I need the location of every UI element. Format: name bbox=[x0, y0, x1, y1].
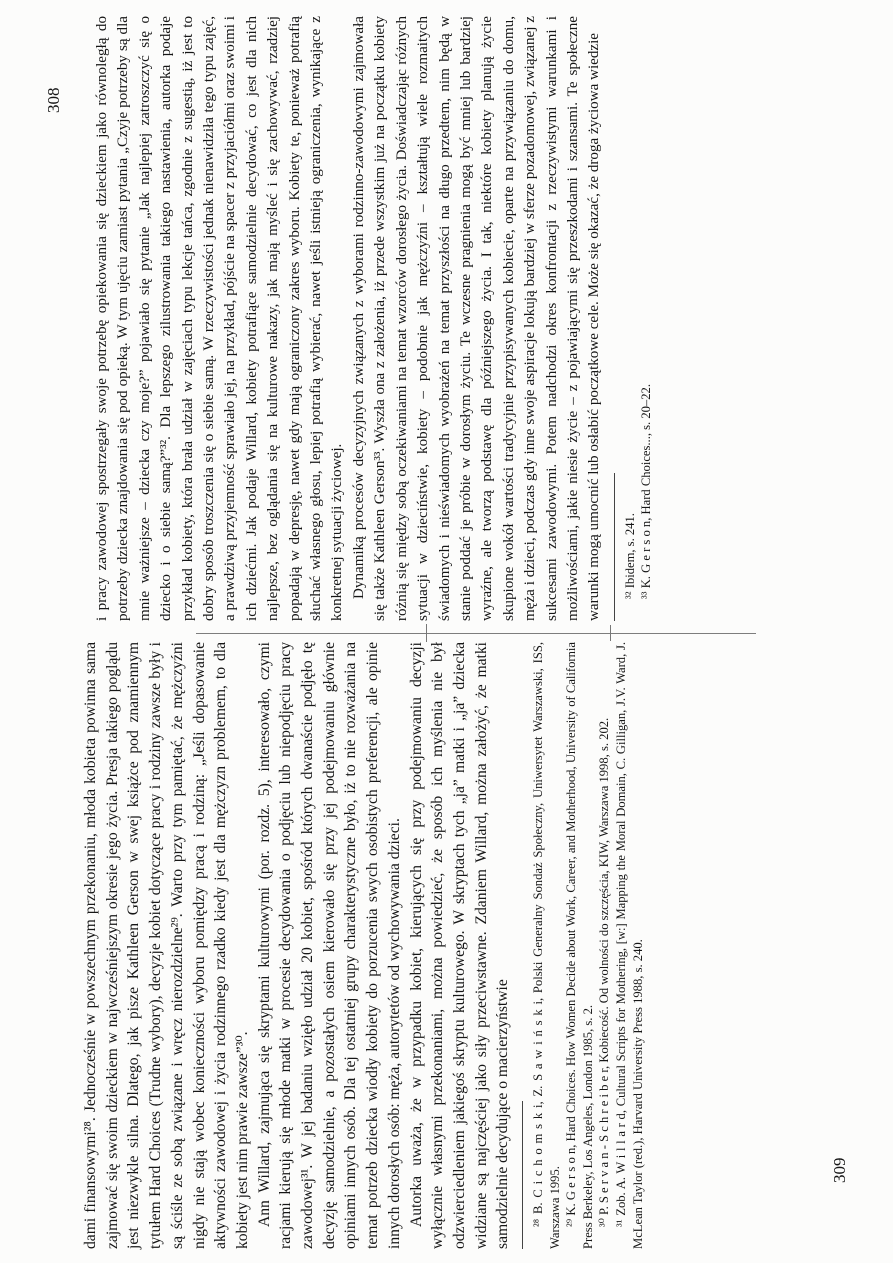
page-309-body bbox=[92, 16, 655, 621]
footnote-separator bbox=[614, 473, 615, 621]
footnote: ³² Ibidem, s. 241. bbox=[622, 513, 637, 599]
page-number: 308 bbox=[44, 87, 63, 113]
footnote: ³³ K. G e r s o n, Hard Choices..., s. 20–22. bbox=[639, 384, 654, 599]
paragraph: Dynamiką procesów decyzyjnych związanych z wyborami rodzinno-zawodowymi zajmowała się także Kathleen Gerson³³. Wyszła ona z założenia, iż przede wszystkim już na początku kobiety różnią się między sobą oczekiwaniami na temat wzorców dorosłego życia. Doświadczając różnych sytuacji w dzieciństwie, kobiety – podobnie jak mężczyźni – kształtują wiele rozmaitych świadomych i nieświadomych wyobrażeń na temat przyszłości na długo przedtem, nim będą w stanie poddać je próbie w dorosłym życiu. Te wczesne pragnienia mogą być mniej lub bardziej wyraźne, ale tworzą podstawę dla późniejszego życia. I tak, niektóre kobiety planują życie skupione wokół wartości tradycyjnie przypisywanych kobiecie, oparte na przywiązaniu do domu, męża i dzieci, podczas gdy inne swoje aspiracje lokują bardziej w sferze pozadomowej, związanej z sukcesami zawodowymi. Potem nadchodzi okres konfrontacji z rzeczywistymi warunkami i możliwościami, jakie niesie życie – z pojawiającymi się przeszkodami i szansami. Te społeczne warunki mogą umocnić lub osłabić początkowe cele. Może się okazać, że droga życiowa wiedzie bbox=[350, 16, 603, 621]
footnote: ³¹ Zob. A. W i l l a r d, Cultural Scripts for Mothering, [w:] Mapping the Moral Domain, C. Gilligan, J.V. Ward, J. McLean Taylor (red.), Harvard University Press 1988, s. 240. bbox=[614, 642, 645, 1249]
paragraph: dami finansowymi²⁸. Jednocześnie w powszechnym przekonaniu, młoda kobieta powinna sama zajmować się swoim dzieckiem w najwcześniejszym okresie jego życia. Presja takiego poglądu jest niezwykle silna. Dlatego, jak pisze Kathleen Gerson w swej książce pod znamiennym tytułem Hard Choices (Trudne wybory), decyzje kobiet dotyczące pracy i rodziny zawsze były i są ściśle ze sobą związane i wręcz nierozdzielne²⁹. Warto przy tym pamiętać, że mężczyźni nigdy nie stają wobec konieczności wyboru pomiędzy pracą i rodziną: „Jeśli dopasowanie aktywności zawodowej i życia rodzinnego rzadko kiedy jest dla mężczyzn problemem, to dla kobiety jest nim prawie zawsze”³⁰. bbox=[82, 642, 251, 1249]
footnote: ²⁹ K. G e r s o n, Hard Choices. How Women Decide about Work, Career, and Motherhood, University of California Press Berkeley, Los Angeles, London 1985, s. 2. bbox=[564, 642, 595, 1249]
page-number: 309 bbox=[830, 1157, 849, 1183]
footnote: ²⁸ B. C i c h o m s k i, Z. S a w i ń s k i, Polski Generalny Sondaż Społeczny, Uniwersytet Warszawski, ISS, Warszawa 1995. bbox=[531, 642, 562, 1249]
paragraph: Ann Willard, zajmująca się skryptami kulturowymi (por. rozdz. 5), interesowało, czymi racjami kierują się młode matki w procesie decydowania o podjęciu lub niepodjęciu pracy zawodowej³¹. W jej badaniu wzięło udział 20 kobiet, spośród których dwanaście podjęło tę decyzję samodzielnie, a pozostałych osiem kierowało się przy jej podejmowaniu głównie opiniami innych osób. Dla tej ostatniej grupy charakterystyczne było, iż to nie rozważania na temat potrzeb dziecka wiodły kobiety do porzucenia swych osobistych preferencji, ale opinie innych dorosłych osób: męża, autorytetów od wychowywania dzieci. bbox=[255, 642, 403, 1249]
footnote: ³⁰ P. S e r v a n - S c h r e i b e r, Kobiecość. Od wolności do szczęścia, KIW, Warszawa 1998, s. 202. bbox=[597, 717, 612, 1227]
paragraph: Autorka uważa, że w przypadku kobiet, kierujących się przy podejmowaniu decyzji wyłącznie własnymi przekonaniami, można powiedzieć, że sposób ich myślenia nie był odzwierciedleniem jakiegoś skryptu kulturowego. W skryptach tych „ja” matki i „ja” dziecka widziane są najczęściej jako siły przeciwstawne. Zdaniem Willard, można założyć, że matki samodzielnie decydujące o macierzyństwie bbox=[407, 642, 512, 1249]
paragraph: i pracy zawodowej spostrzegały swoje potrzebę opiekowania się dzieckiem jako równoległą do potrzeby dziecka znajdowania się pod opieką. W tym ujęciu zamiast pytania „Czyje potrzeby są dla mnie ważniejsze – dziecka czy moje?” pojawiało się pytanie „Jak najlepiej zatroszczyć się o dziecko i o siebie samą?”³². Dla lepszego zilustrowania takiego nastawienia, autorka podaje przykład kobiety, która brała udział w zajęciach typu lekcje tańca, zgodnie z sugestią, iż jest to dobry sposób troszczenia się o siebie samą. W rzeczywistości jednak nienawidziła tego typu zajęć, a prawdziwą przyjemność sprawiało jej, na przykład, pójście na spacer z przyjaciółmi oraz swoimi i ich dziećmi. Jak podaje Willard, kobiety potrafiące samodzielnie decydować, co jest dla nich najlepsze, bez oglądania się na kulturowe nakazy, jak mają myśleć i się zachowywać, rzadziej popadają w depresję, nawet gdy mają ograniczony zakres wyboru. Kobiety te, ponieważ potrafią słuchać własnego głosu, lepiej potrafią wybierać, nawet jeśli istnieją ograniczenia, wynikające z konkretnej sytuacji życiowej. bbox=[94, 16, 346, 621]
